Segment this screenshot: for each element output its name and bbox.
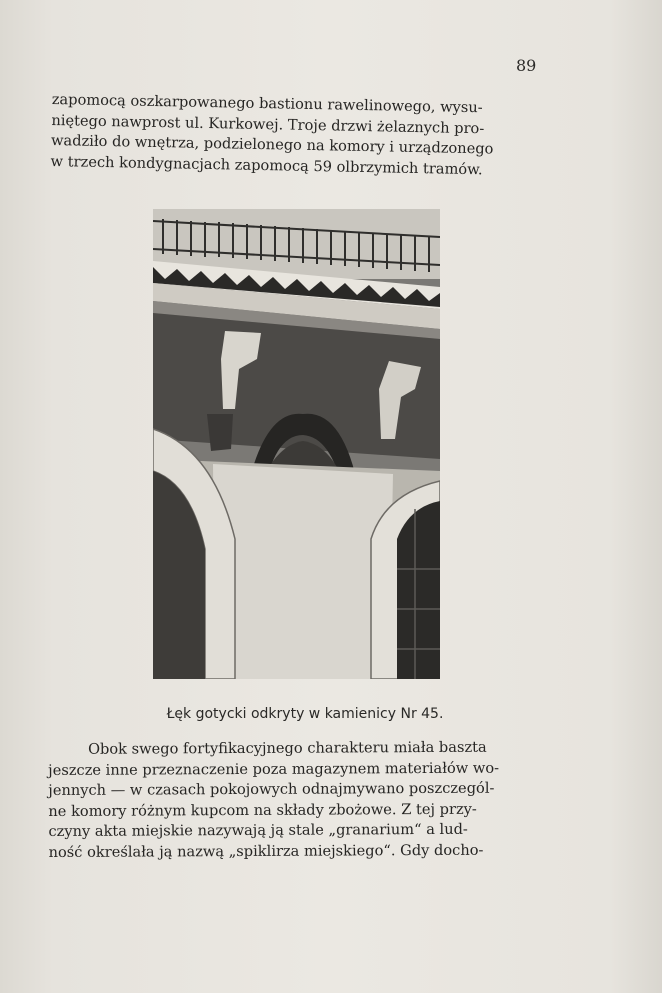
page-number: 89 xyxy=(516,56,537,75)
gothic-arch-photograph xyxy=(153,209,440,679)
paragraph-line: jeszcze inne przeznaczenie poza magazynem materiałów wo- xyxy=(48,759,500,779)
paragraph-line: w trzech kondygnacjach zapomocą 59 olbrzymich tramów. xyxy=(50,152,483,178)
paragraph-line: ne komory różnym kupcom na składy zbożowe. Z tej przy- xyxy=(48,800,477,820)
paragraph-line: niętego nawprost ul. Kurkowej. Troje drzwi żelaznych pro- xyxy=(51,111,485,137)
paragraph-line: czyny akta miejskie nazywają ją stale „granarium“ a lud- xyxy=(48,820,468,840)
paragraph-bottom xyxy=(48,737,543,863)
photo-caption: Łęk gotycki odkryty w kamienicy Nr 45. xyxy=(166,706,444,722)
paragraph-line: wadziło do wnętrza, podzielonego na komory i urządzonego xyxy=(50,131,494,158)
paragraph-line: zapomocą oszkarpowanego bastionu rawelinowego, wysu- xyxy=(51,90,483,117)
paragraph-line: ność określała ją nazwą „spiklirza miejskiego“. Gdy docho- xyxy=(48,841,484,861)
paragraph-top xyxy=(50,90,539,181)
paragraph-line: jennych — w czasach pokojowych odnajmywano poszczegól- xyxy=(48,779,495,799)
paragraph-line: Obok swego fortyfikacyjnego charakteru miała baszta xyxy=(88,738,487,758)
